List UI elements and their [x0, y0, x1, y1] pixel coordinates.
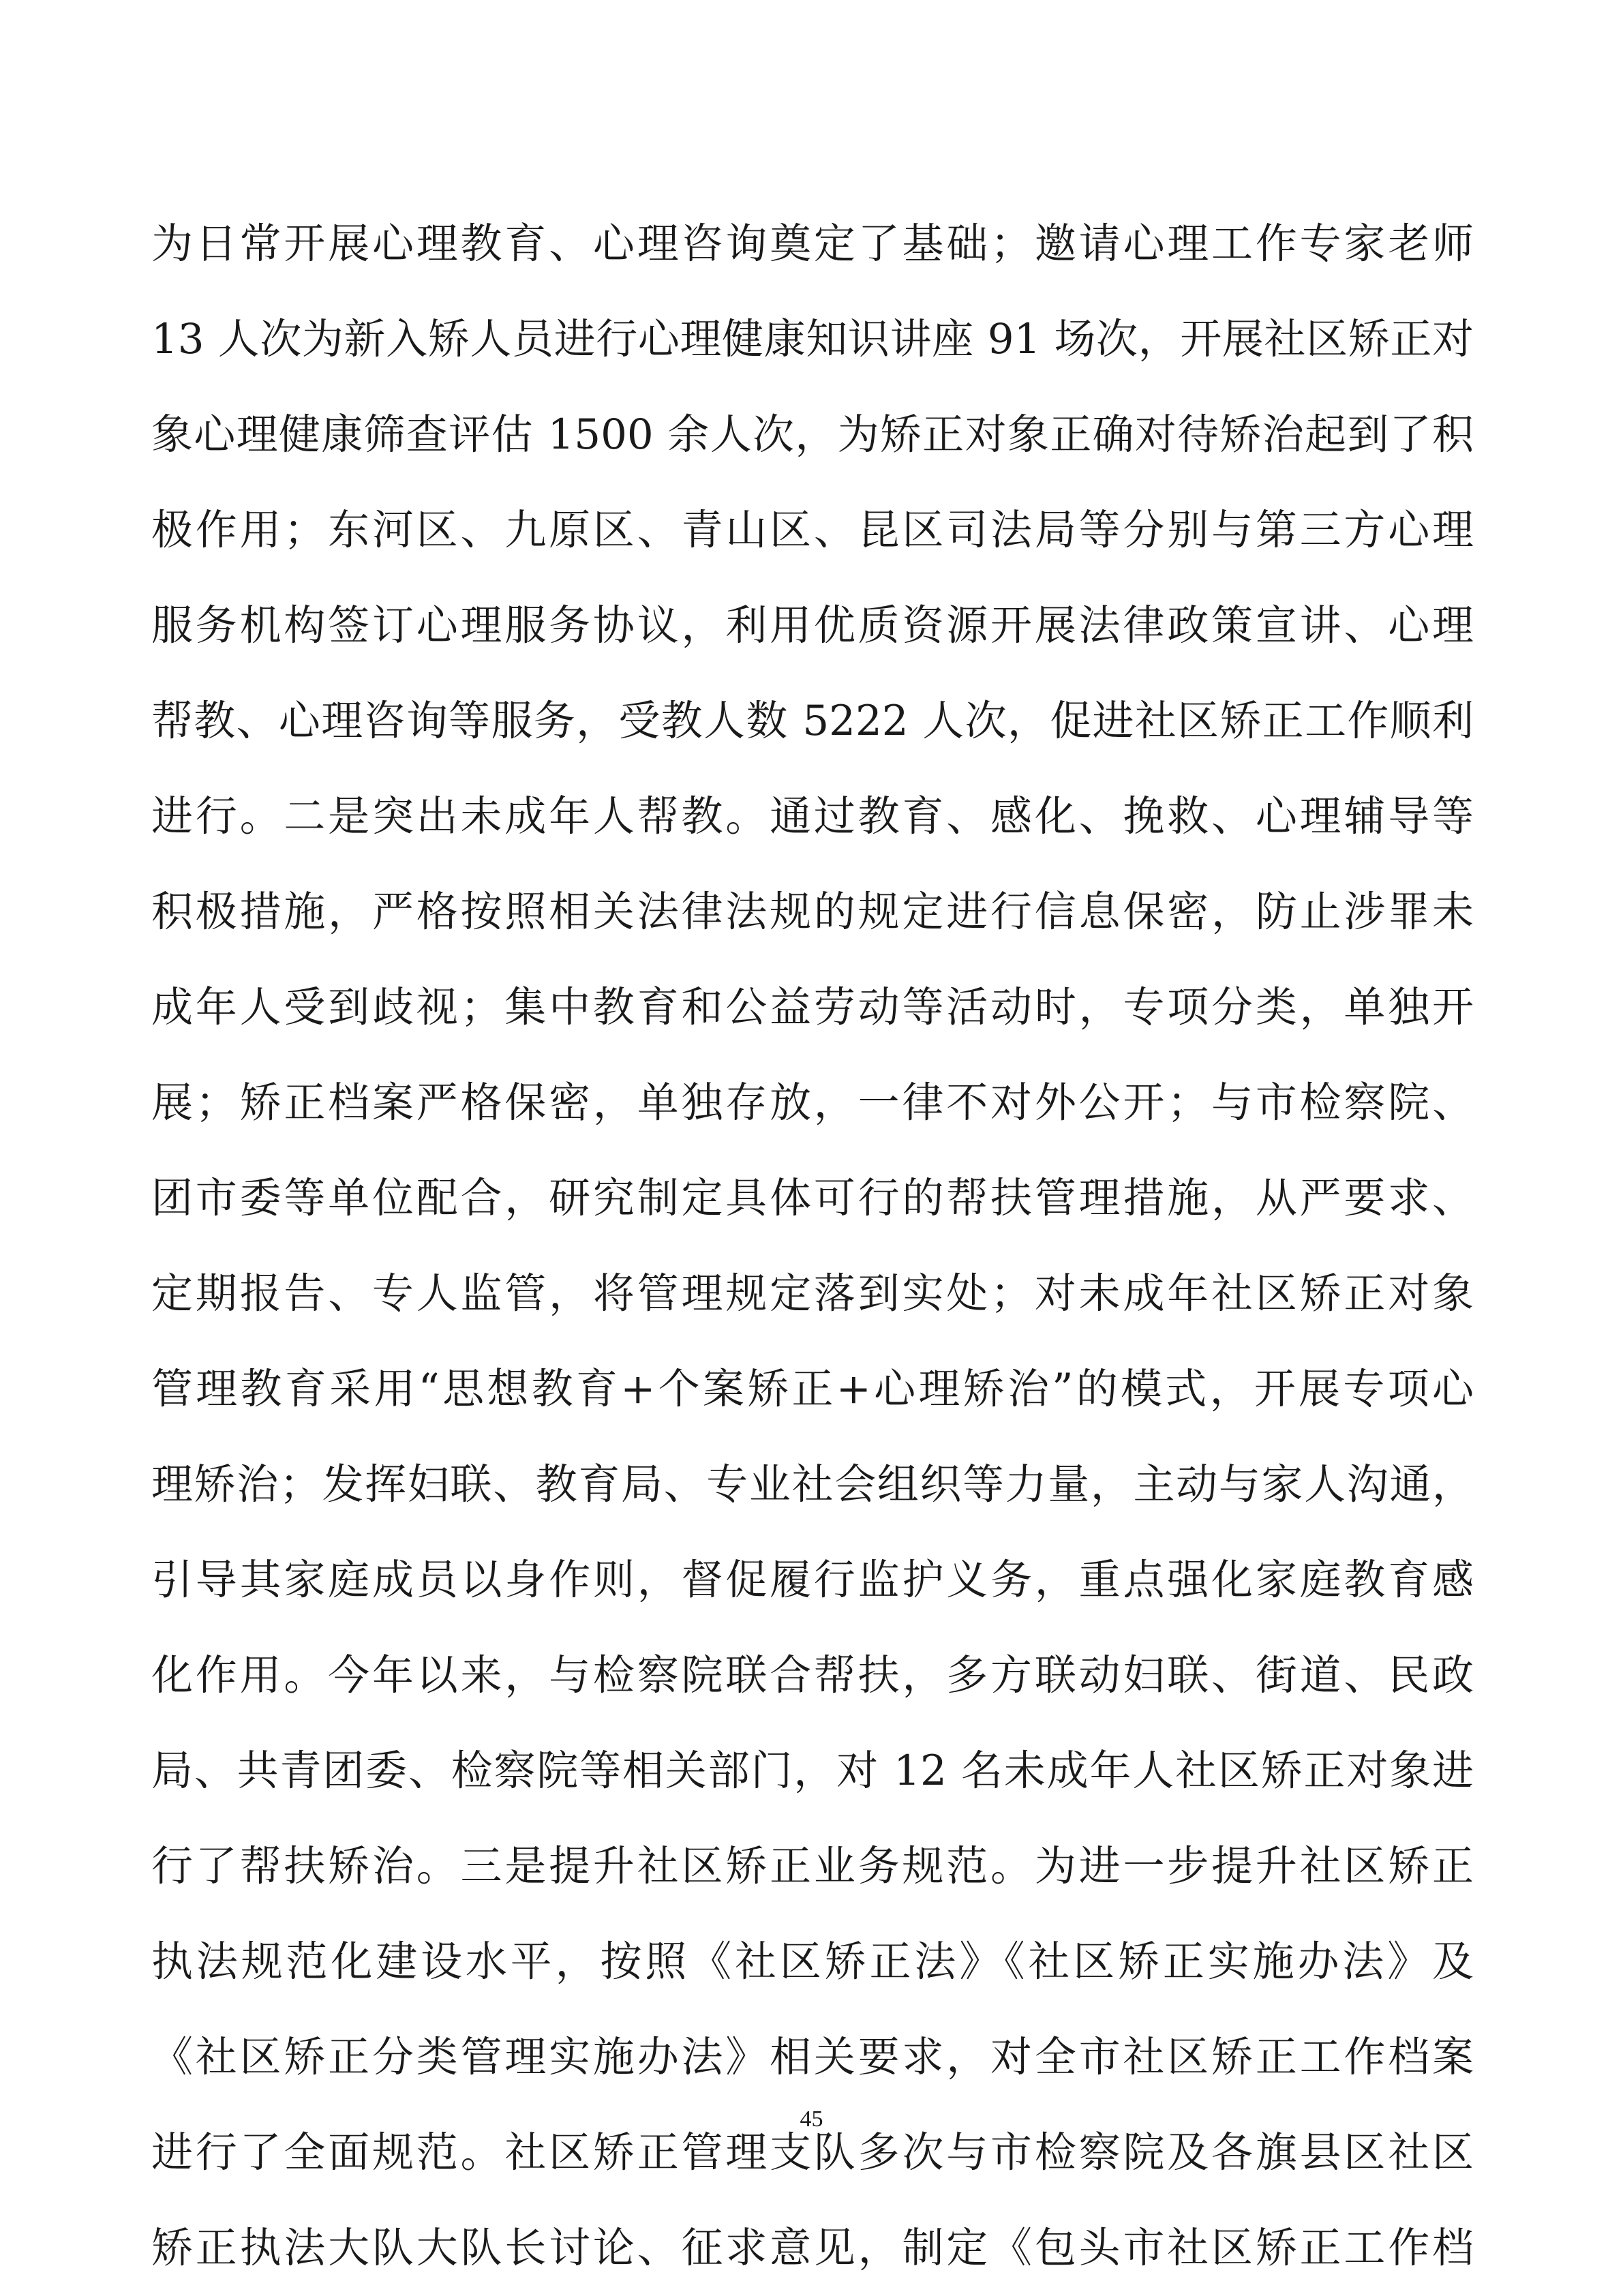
body-text [151, 196, 1474, 2296]
text-line: 服务机构签订心理服务协议，利用优质资源开展法律政策宣讲、心理 [151, 601, 1474, 650]
text-line: 引导其家庭成员以身作则，督促履行监护义务，重点强化家庭教育感 [151, 1556, 1474, 1604]
text-line: 局、共青团委、检察院等相关部门，对 12 名未成年人社区矫正对象进 [151, 1747, 1474, 1795]
text-line: 进行。二是突出未成年人帮教。通过教育、感化、挽救、心理辅导等 [151, 792, 1474, 841]
text-line: 展；矫正档案严格保密，单独存放，一律不对外公开；与市检察院、 [151, 1078, 1474, 1127]
text-line: 《社区矫正分类管理实施办法》相关要求，对全市社区矫正工作档案 [151, 2033, 1474, 2081]
text-line: 积极措施，严格按照相关法律法规的规定进行信息保密，防止涉罪未 [151, 888, 1474, 936]
text-line: 为日常开展心理教育、心理咨询奠定了基础；邀请心理工作专家老师 [151, 220, 1474, 268]
text-line: 象心理健康筛查评估 1500 余人次，为矫正对象正确对待矫治起到了积 [151, 410, 1474, 459]
text-line: 极作用；东河区、九原区、青山区、昆区司法局等分别与第三方心理 [151, 506, 1474, 554]
text-line: 成年人受到歧视；集中教育和公益劳动等活动时，专项分类，单独开 [151, 983, 1474, 1031]
text-line: 管理教育采用“思想教育+个案矫正+心理矫治”的模式，开展专项心 [151, 1365, 1474, 1413]
text-line: 执法规范化建设水平，按照《社区矫正法》《社区矫正实施办法》及 [151, 1937, 1474, 1986]
text-line: 理矫治；发挥妇联、教育局、专业社会组织等力量，主动与家人沟通， [151, 1460, 1474, 1509]
text-line: 行了帮扶矫治。三是提升社区矫正业务规范。为进一步提升社区矫正 [151, 1842, 1474, 1890]
text-line: 团市委等单位配合，研究制定具体可行的帮扶管理措施，从严要求、 [151, 1174, 1474, 1222]
text-line: 帮教、心理咨询等服务，受教人数 5222 人次，促进社区矫正工作顺利 [151, 697, 1474, 745]
text-line: 13 人次为新入矫人员进行心理健康知识讲座 91 场次，开展社区矫正对 [151, 315, 1474, 363]
text-line: 化作用。今年以来，与检察院联合帮扶，多方联动妇联、街道、民政 [151, 1651, 1474, 1700]
page-number: 45 [800, 2106, 823, 2132]
text-line: 进行了全面规范。社区矫正管理支队多次与市检察院及各旗县区社区 [151, 2128, 1474, 2177]
text-line: 矫正执法大队大队长讨论、征求意见，制定《包头市社区矫正工作档 [151, 2224, 1474, 2272]
text-line: 定期报告、专人监管，将管理规定落到实处；对未成年社区矫正对象 [151, 1269, 1474, 1318]
